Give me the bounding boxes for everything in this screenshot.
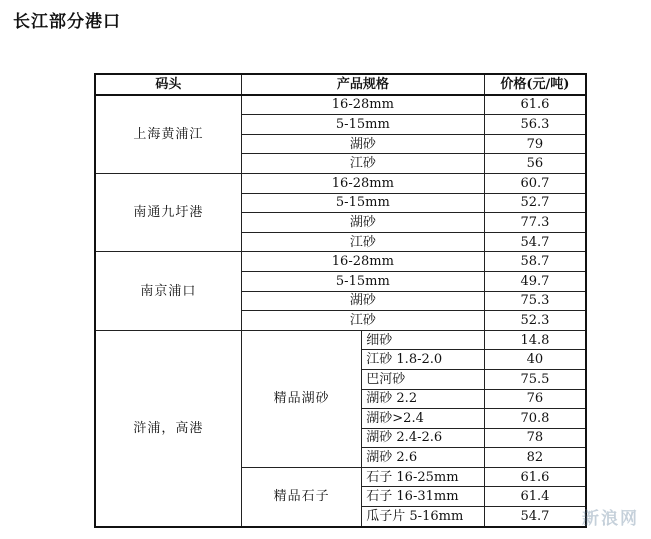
price-cell: 54.7	[484, 507, 586, 527]
spec-cell: 5-15mm	[241, 193, 484, 213]
price-cell: 79	[484, 134, 586, 154]
price-cell: 61.6	[484, 95, 586, 115]
spec-cell: 江砂	[241, 311, 484, 331]
table-header-row	[95, 74, 586, 95]
price-cell: 54.7	[484, 232, 586, 252]
price-cell: 58.7	[484, 252, 586, 272]
spec-cell: 湖砂 2.2	[362, 389, 485, 409]
header-port: 码头	[95, 74, 241, 95]
price-cell: 82	[484, 448, 586, 468]
spec-cell: 16-28mm	[241, 252, 484, 272]
port-name: 南京浦口	[95, 252, 241, 330]
spec-cell: 江砂	[241, 154, 484, 174]
price-cell: 75.5	[484, 369, 586, 389]
price-cell: 78	[484, 428, 586, 448]
watermark: 新浪网	[582, 509, 639, 529]
price-cell: 60.7	[484, 173, 586, 193]
port-name: 南通九圩港	[95, 173, 241, 251]
price-cell: 49.7	[484, 271, 586, 291]
spec-cell: 5-15mm	[241, 271, 484, 291]
grade-name: 精品湖砂	[241, 330, 361, 467]
price-cell: 56	[484, 154, 586, 174]
price-cell: 70.8	[484, 409, 586, 429]
spec-cell: 瓜子片 5-16mm	[362, 507, 485, 527]
spec-cell: 湖砂	[241, 213, 484, 233]
spec-cell: 江砂 1.8-2.0	[362, 350, 485, 370]
spec-cell: 石子 16-31mm	[362, 487, 485, 507]
price-table	[94, 73, 587, 528]
price-cell: 61.6	[484, 467, 586, 487]
price-cell: 40	[484, 350, 586, 370]
table-row	[95, 330, 586, 350]
spec-cell: 5-15mm	[241, 115, 484, 135]
price-cell: 61.4	[484, 487, 586, 507]
table-row	[95, 95, 586, 115]
spec-cell: 湖砂>2.4	[362, 409, 485, 429]
price-cell: 76	[484, 389, 586, 409]
price-cell: 75.3	[484, 291, 586, 311]
spec-cell: 细砂	[362, 330, 485, 350]
port-name: 浒浦，高港	[95, 330, 241, 526]
price-cell: 52.3	[484, 311, 586, 331]
spec-cell: 湖砂 2.6	[362, 448, 485, 468]
price-cell: 77.3	[484, 213, 586, 233]
spec-cell: 16-28mm	[241, 173, 484, 193]
page-title: 长江部分港口	[13, 12, 121, 32]
header-price: 价格(元/吨)	[484, 74, 586, 95]
header-spec: 产品规格	[241, 74, 484, 95]
grade-name: 精品石子	[241, 467, 361, 526]
spec-cell: 巴河砂	[362, 369, 485, 389]
price-cell: 56.3	[484, 115, 586, 135]
spec-cell: 16-28mm	[241, 95, 484, 115]
price-cell: 14.8	[484, 330, 586, 350]
spec-cell: 石子 16-25mm	[362, 467, 485, 487]
spec-cell: 湖砂	[241, 134, 484, 154]
spec-cell: 江砂	[241, 232, 484, 252]
price-cell: 52.7	[484, 193, 586, 213]
table-row	[95, 252, 586, 272]
spec-cell: 湖砂	[241, 291, 484, 311]
spec-cell: 湖砂 2.4-2.6	[362, 428, 485, 448]
table-row	[95, 173, 586, 193]
port-name: 上海黄浦江	[95, 95, 241, 174]
